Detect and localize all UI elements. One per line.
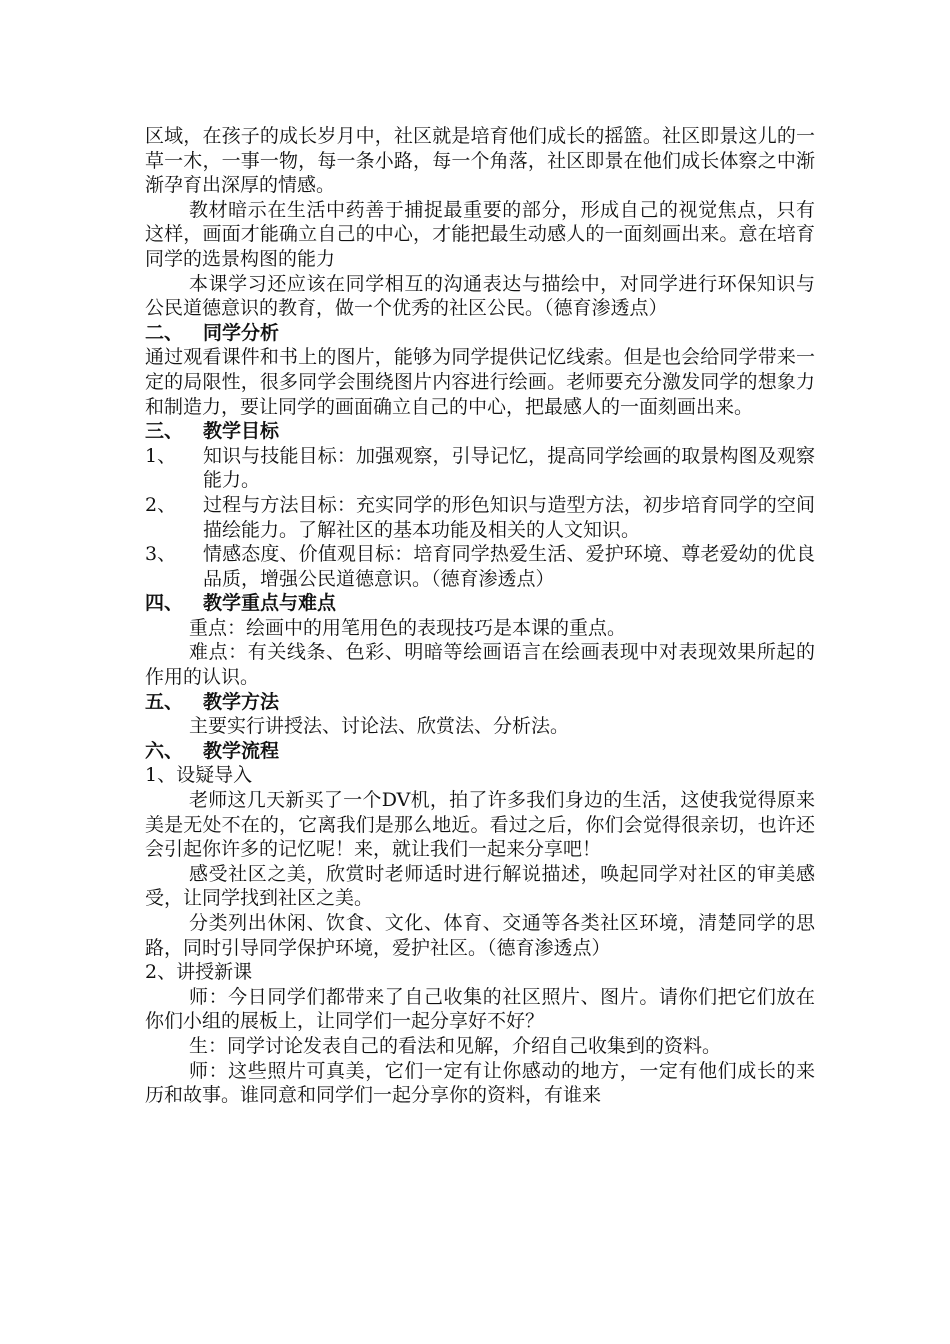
document-page	[145, 124, 815, 1108]
section-number: 五、	[145, 690, 184, 713]
item-number: 1、	[145, 444, 177, 467]
item-number: 3、	[145, 543, 177, 566]
step-title: 1、设疑导入	[145, 764, 253, 787]
step-paragraph: 师：今日同学们都带来了自己收集的社区照片、图片。请你们把它们放在你们小组的展板上，让同学们一起分享好不好？	[145, 985, 815, 1033]
section-heading	[145, 419, 815, 444]
item-text: 过程与方法目标：充实同学的形色知识与造型方法，初步培育同学的空间描绘能力。了解社区的基本功能及相关的人文知识。	[203, 493, 815, 541]
section-title: 教学方法	[203, 690, 280, 713]
section-number: 三、	[145, 420, 184, 443]
section-paragraph: 主要实行讲授法、讨论法、欣赏法、分析法。	[189, 715, 570, 738]
item-text: 知识与技能目标：加强观察，引导记忆，提高同学绘画的取景构图及观察能力。	[203, 444, 815, 492]
step-paragraph: 生：同学讨论发表自己的看法和见解，介绍自己收集到的资料。	[189, 1034, 722, 1057]
difficulty-paragraph: 难点：有关线条、色彩、明暗等绘画语言在绘画表现中对表现效果所起的作用的认识。	[145, 641, 815, 689]
section-title: 教学目标	[203, 420, 280, 443]
item-text: 情感态度、价值观目标：培育同学热爱生活、爱护环境、尊老爱幼的优良品质，增强公民道德意识。（德育渗透点）	[203, 543, 815, 590]
section-heading	[145, 739, 815, 764]
step-paragraph: 感受社区之美，欣赏时老师适时进行解说描述，唤起同学对社区的审美感受，让同学找到社区之美。	[145, 862, 815, 910]
section-heading	[145, 690, 815, 715]
objective-item	[145, 444, 815, 493]
objective-item	[145, 493, 815, 542]
section-title: 教学流程	[203, 739, 280, 762]
step-paragraph: 老师这几天新买了一个DV机，拍了许多我们身边的生活，这使我觉得原来美是无处不在的，它离我们是那么地近。看过之后，你们会觉得很亲切，也许还会引起你许多的记忆呢！来，就让我们一起来分享吧！	[145, 789, 815, 861]
section-heading	[145, 591, 815, 616]
step-paragraph: 分类列出休闲、饮食、文化、体育、交通等各类社区环境，清楚同学的思路，同时引导同学保护环境，爱护社区。（德育渗透点）	[145, 912, 815, 959]
section-number: 二、	[145, 321, 184, 344]
step-paragraph: 师：这些照片可真美，它们一定有让你感动的地方，一定有他们成长的来历和故事。谁同意和同学们一起分享你的资料，有谁来	[145, 1059, 815, 1107]
step-title: 2、讲授新课	[145, 961, 253, 984]
intro-paragraph: 区域，在孩子的成长岁月中，社区就是培育他们成长的摇篮。社区即景这儿的一草一木，一事一物，每一条小路，每一个角落，社区即景在他们成长体察之中渐渐孕育出深厚的情感。	[145, 125, 815, 197]
section-title: 教学重点与难点	[203, 592, 337, 615]
section-paragraph: 通过观看课件和书上的图片，能够为同学提供记忆线索。但是也会给同学带来一定的局限性，很多同学会围绕图片内容进行绘画。老师要充分激发同学的想象力和制造力，要让同学的画面确立自己的中心，把最感人的一面刻画出来。	[145, 346, 815, 418]
key-point-paragraph: 重点：绘画中的用笔用色的表现技巧是本课的重点。	[189, 616, 627, 639]
intro-paragraph: 教材暗示在生活中药善于捕捉最重要的部分，形成自己的视觉焦点，只有这样，画面才能确立自己的中心，才能把最生动感人的一面刻画出来。意在培育同学的选景构图的能力	[145, 198, 815, 270]
section-number: 四、	[145, 592, 184, 615]
section-number: 六、	[145, 739, 184, 762]
item-number: 2、	[145, 493, 177, 516]
objective-item	[145, 542, 815, 591]
section-heading	[145, 321, 815, 346]
section-title: 同学分析	[203, 321, 280, 344]
intro-paragraph: 本课学习还应该在同学相互的沟通表达与描绘中，对同学进行环保知识与公民道德意识的教育，做一个优秀的社区公民。（德育渗透点）	[145, 272, 815, 320]
